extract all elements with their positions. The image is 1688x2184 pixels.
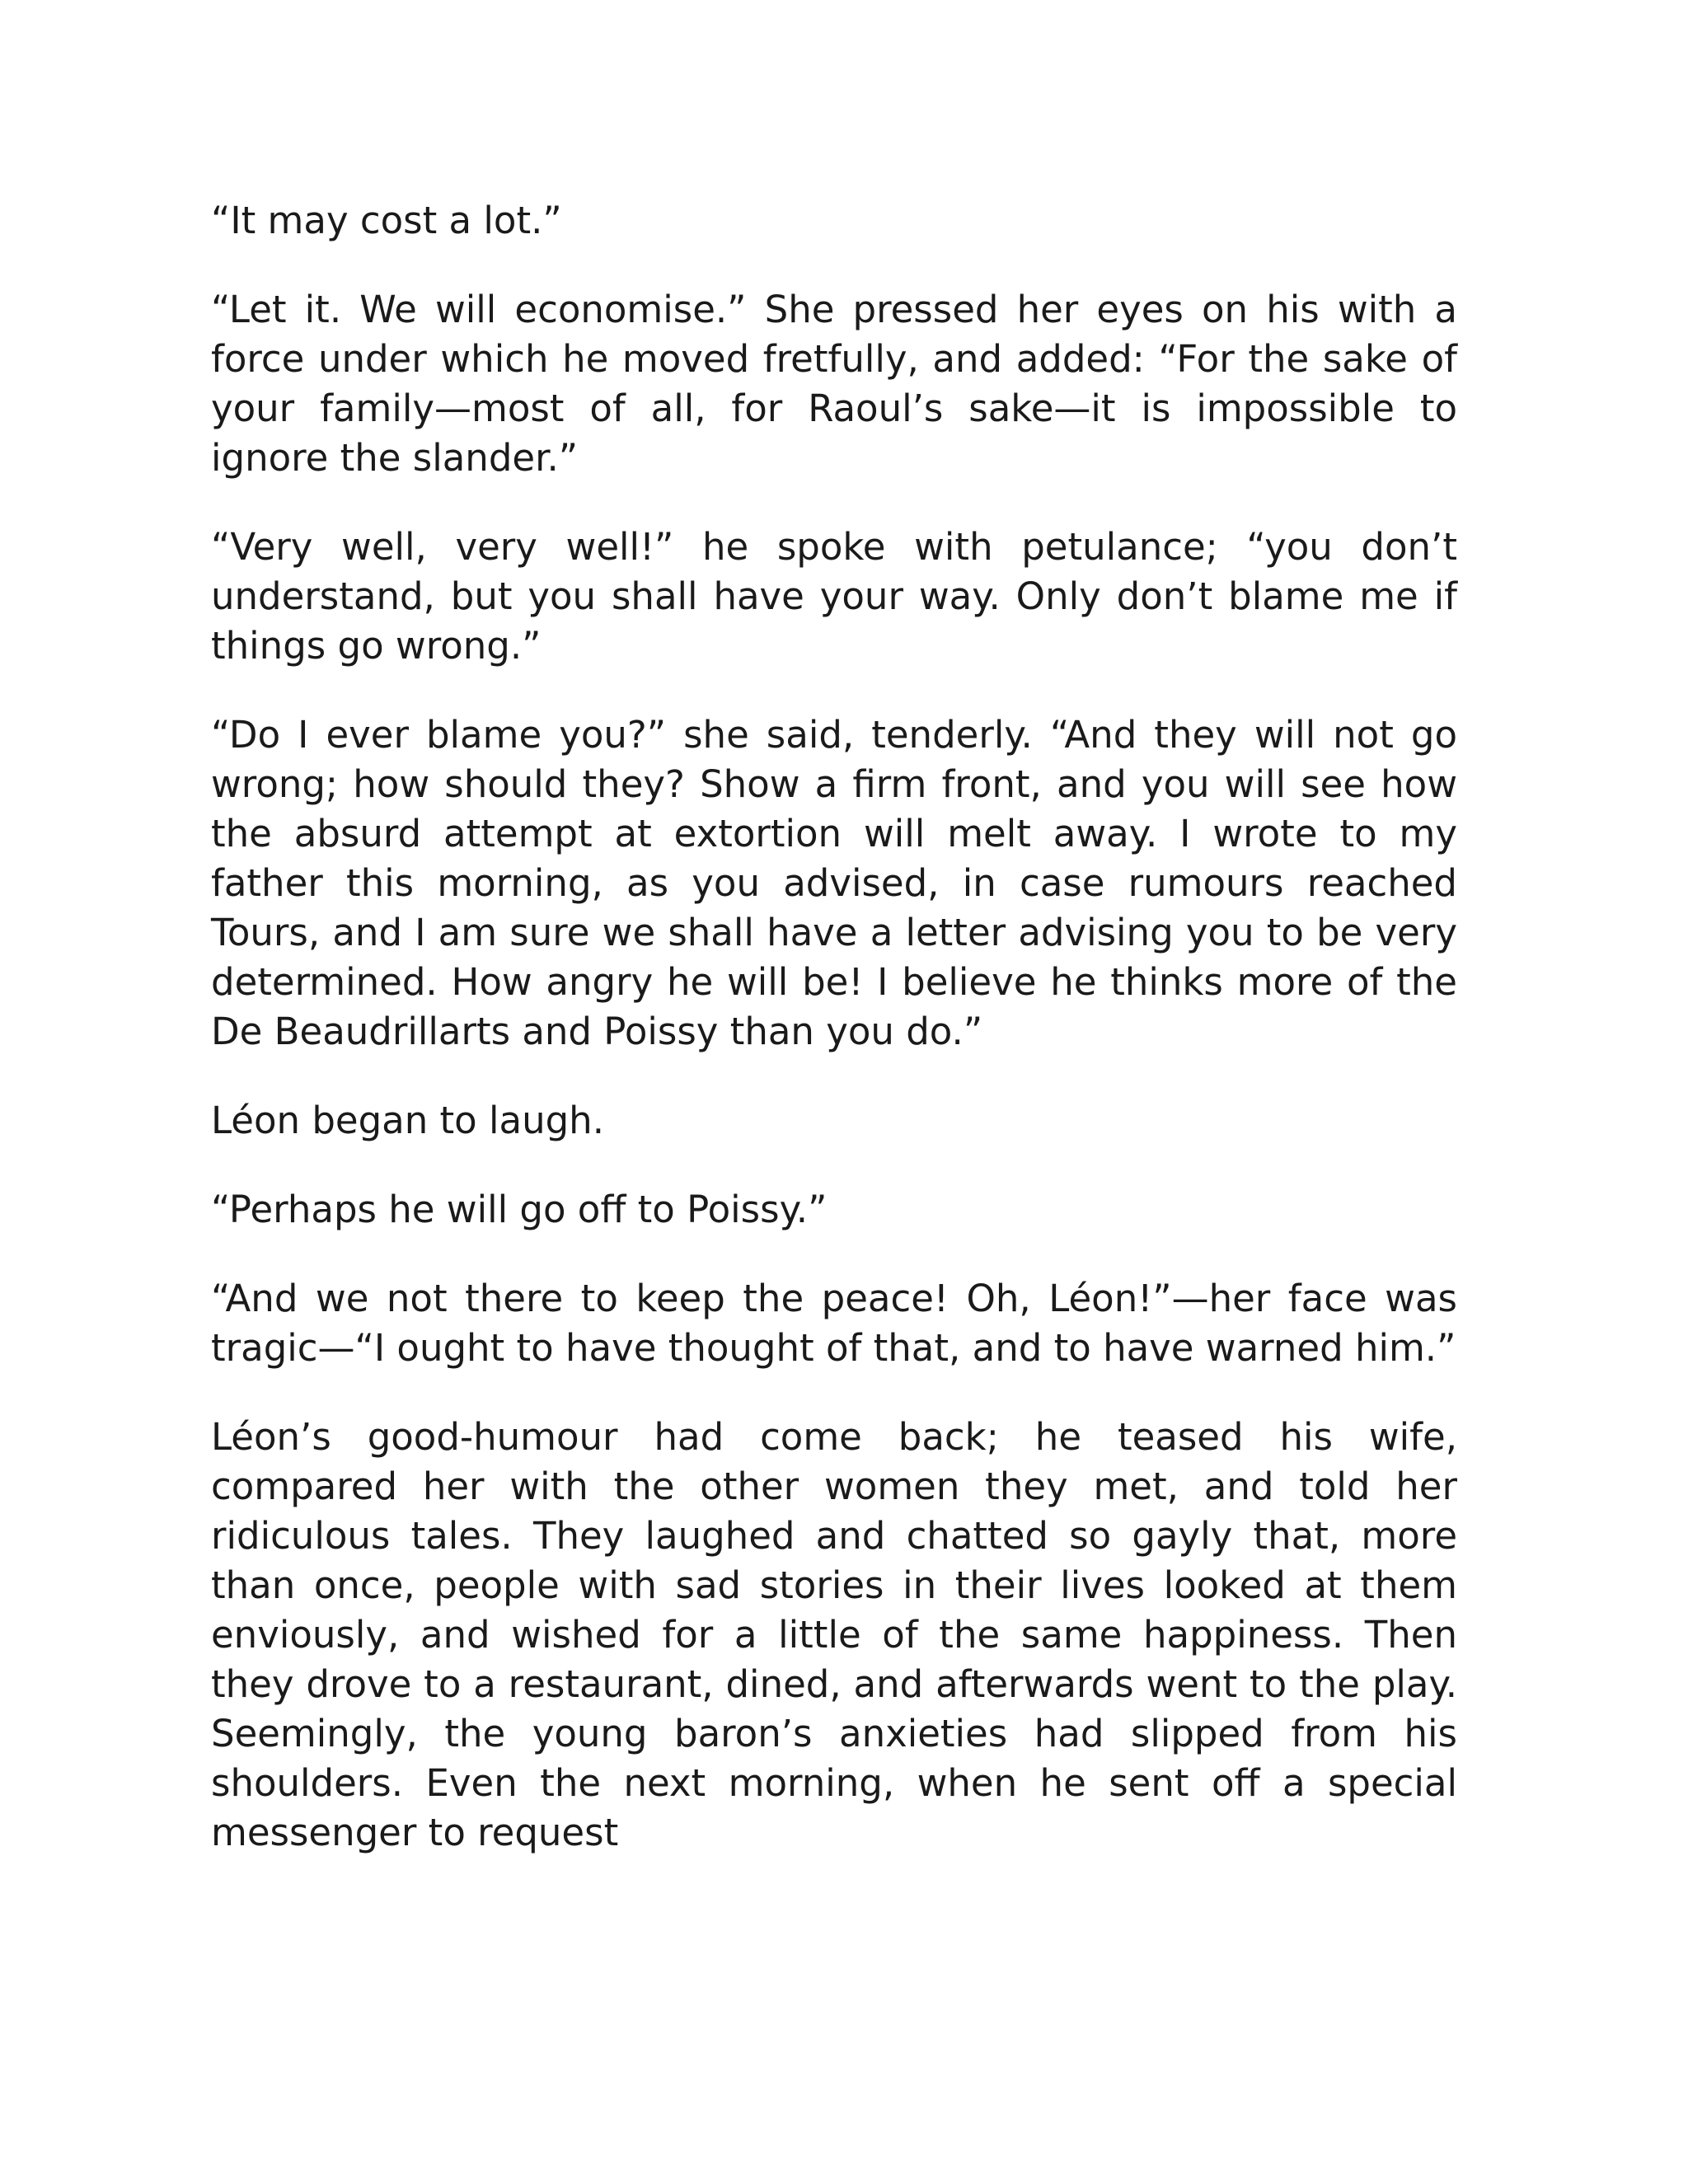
paragraph: “Very well, very well!” he spoke with petulance; “you don’t understand, but you shall have your way. Only don’t blame me if things go wrong.” [211,525,1457,668]
paragraph: Léon’s good-humour had come back; he teased his wife, compared her with the other women they met, and told her ridiculous tales. They laughed and chatted so gayly that, more than once, people with sad stories in their lives looked at them enviously, and wished for a little of the same happiness. Then they drove to a restaurant, dined, and afterwards went to the play. Seemingly, the young baron’s anxieties had slipped from his shoulders. Even the next morning, when he sent off a special messenger to request [211,1415,1457,1854]
paragraph: “Let it. We will economise.” She pressed her eyes on his with a force under which he moved fretfully, and added: “For the sake of your family—most of all, for Raoul’s sake—it is impossible to ignore the slander.” [211,288,1457,480]
paragraph: “And we not there to keep the peace! Oh, Léon!”—her face was tragic—“I ought to have thought of that, and to have warned him.” [211,1277,1457,1370]
page-body [211,196,1457,1858]
paragraph: “Perhaps he will go off to Poissy.” [211,1188,828,1231]
paragraph: “Do I ever blame you?” she said, tenderly. “And they will not go wrong; how should they? Show a firm front, and you will see how the absurd attempt at extortion will melt away. I wrote to my father this morning, as you advised, in case rumours reached Tours, and I am sure we shall have a letter advising you to be very determined. How angry he will be! I believe he thinks more of the De Beaudrillarts and Poissy than you do.” [211,713,1457,1053]
paragraph: Léon began to laugh. [211,1099,605,1142]
paragraph: “It may cost a lot.” [211,199,562,242]
